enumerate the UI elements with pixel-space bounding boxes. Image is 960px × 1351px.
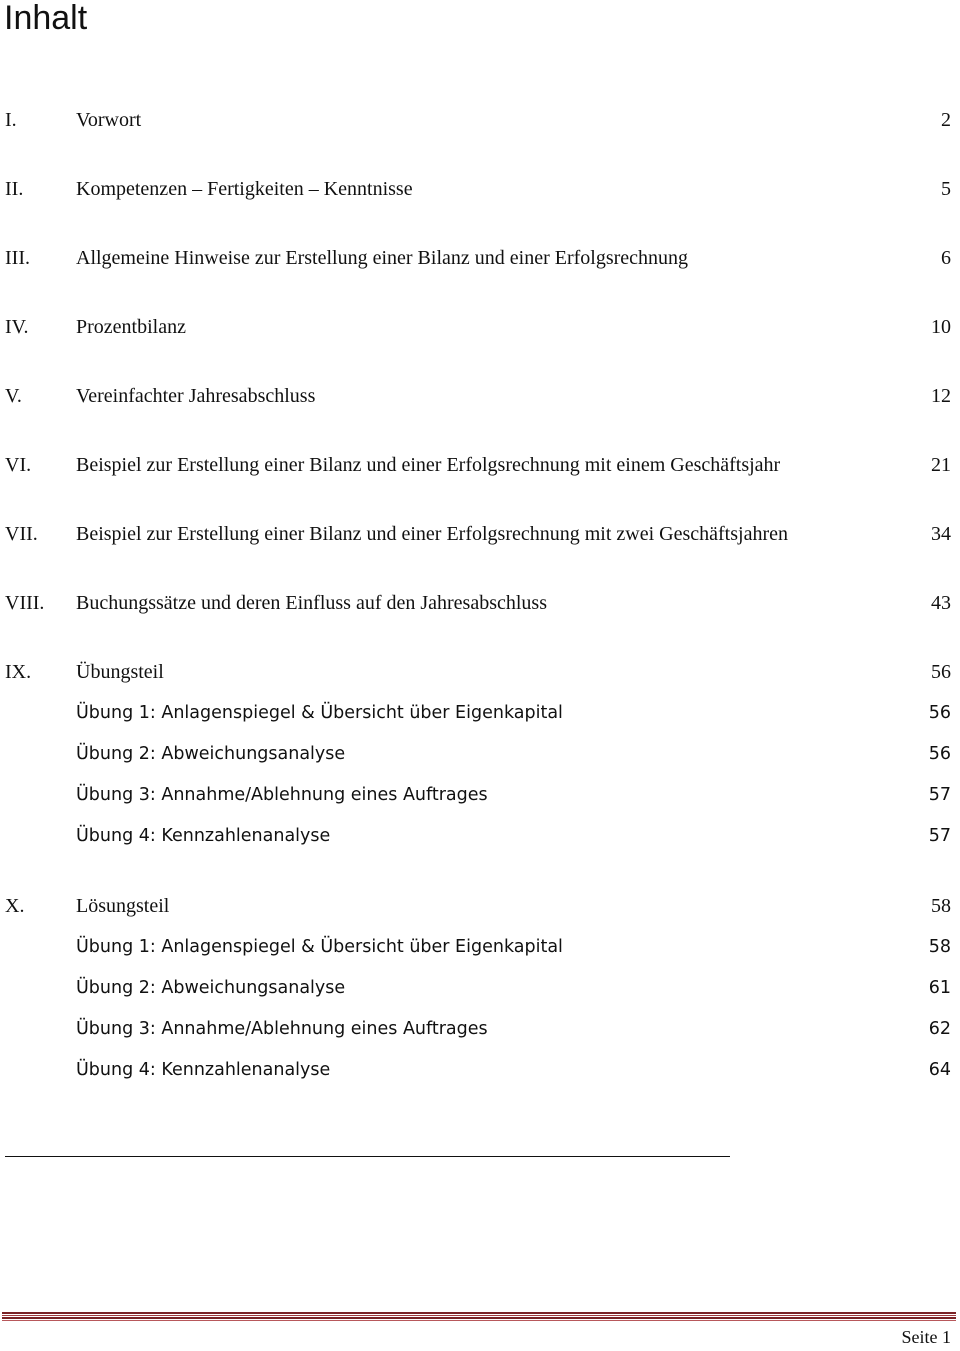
toc-subentry-page: 64 <box>928 1060 951 1080</box>
toc-subentry-label: Übung 4: Kennzahlenanalyse <box>76 1060 331 1080</box>
toc-entry-page: 10 <box>931 316 951 338</box>
toc-entry-label: Beispiel zur Erstellung einer Bilanz und einer Erfolgsrechnung mit zwei Geschäftsjahren <box>76 523 788 545</box>
toc-entry-label: Prozentbilanz <box>76 316 186 338</box>
toc-entry-label: Kompetenzen – Fertigkeiten – Kenntnisse <box>76 178 413 200</box>
toc-entry[interactable] <box>0 381 960 411</box>
toc-entry-page: 58 <box>931 895 951 917</box>
toc-entry-label: Buchungssätze und deren Einfluss auf den Jahresabschluss <box>76 592 547 614</box>
toc-entry-page: 6 <box>941 247 951 269</box>
toc-entry-page: 5 <box>941 178 951 200</box>
toc-subentry-page: 57 <box>928 785 951 805</box>
toc-entry-label: Vereinfachter Jahresabschluss <box>76 385 316 407</box>
toc-subentry-label: Übung 1: Anlagenspiegel & Übersicht über Eigenkapital <box>76 937 563 957</box>
toc-subentry-page: 57 <box>928 826 951 846</box>
toc-entry-number: IV. <box>5 316 29 338</box>
toc-subentry-page: 62 <box>928 1019 951 1039</box>
toc-entry-label: Beispiel zur Erstellung einer Bilanz und einer Erfolgsrechnung mit einem Geschäftsjahr <box>76 454 781 476</box>
toc-entry-number: II. <box>5 178 24 200</box>
footer-divider-line <box>2 1315 956 1316</box>
footnote-divider <box>5 1156 730 1157</box>
toc-subentry-label: Übung 3: Annahme/Ablehnung eines Auftrages <box>76 1019 488 1039</box>
toc-entry-page: 12 <box>931 385 951 407</box>
toc-subentry-page: 56 <box>928 703 951 723</box>
toc-entry-label: Allgemeine Hinweise zur Erstellung einer Bilanz und einer Erfolgsrechnung <box>76 247 689 269</box>
toc-subentry[interactable] <box>0 973 960 1003</box>
toc-subentry-label: Übung 4: Kennzahlenanalyse <box>76 826 331 846</box>
toc-entry-page: 56 <box>931 661 951 683</box>
toc-entry[interactable] <box>0 588 960 618</box>
page-title: Inhalt <box>4 0 88 37</box>
footer-divider-line <box>2 1312 956 1314</box>
toc-subentry[interactable] <box>0 1014 960 1044</box>
toc-subentry-label: Übung 2: Abweichungsanalyse <box>76 744 346 764</box>
toc-subentry[interactable] <box>0 698 960 728</box>
toc-subentry-page: 61 <box>928 978 951 998</box>
toc-entry-number: I. <box>5 109 17 131</box>
toc-entry-page: 43 <box>931 592 951 614</box>
footer-divider-line <box>2 1320 956 1321</box>
toc-entry-page: 34 <box>931 523 951 545</box>
toc-entry-number: VI. <box>5 454 32 476</box>
toc-entry-label: Übungsteil <box>76 661 164 683</box>
toc-entry[interactable] <box>0 450 960 480</box>
toc-subentry[interactable] <box>0 932 960 962</box>
toc-subentry-label: Übung 1: Anlagenspiegel & Übersicht über Eigenkapital <box>76 703 563 723</box>
toc-entry[interactable] <box>0 105 960 135</box>
toc-entry[interactable] <box>0 891 960 921</box>
toc-entry-number: VII. <box>5 523 38 545</box>
footer-divider <box>2 1312 956 1322</box>
toc-subentry[interactable] <box>0 780 960 810</box>
toc-entry[interactable] <box>0 657 960 687</box>
toc-entry-number: IX. <box>5 661 32 683</box>
toc-entry-number: VIII. <box>5 592 45 614</box>
toc-entry[interactable] <box>0 519 960 549</box>
toc-subentry[interactable] <box>0 821 960 851</box>
toc-entry-label: Lösungsteil <box>76 895 170 917</box>
toc-subentry-page: 56 <box>928 744 951 764</box>
toc-subentry-label: Übung 3: Annahme/Ablehnung eines Auftrages <box>76 785 488 805</box>
toc-subentry-label: Übung 2: Abweichungsanalyse <box>76 978 346 998</box>
toc-entry[interactable] <box>0 243 960 273</box>
page-number: Seite 1 <box>901 1327 951 1347</box>
toc-subentry[interactable] <box>0 1055 960 1085</box>
toc-entry[interactable] <box>0 174 960 204</box>
toc-entry-page: 2 <box>941 109 951 131</box>
footer-divider-line <box>2 1317 956 1319</box>
toc-entry-number: V. <box>5 385 22 407</box>
toc-entry[interactable] <box>0 312 960 342</box>
toc-subentry-page: 58 <box>928 937 951 957</box>
toc-entry-number: X. <box>5 895 25 917</box>
toc-entry-label: Vorwort <box>76 109 142 131</box>
toc-subentry[interactable] <box>0 739 960 769</box>
toc-entry-page: 21 <box>931 454 951 476</box>
toc-entry-number: III. <box>5 247 30 269</box>
